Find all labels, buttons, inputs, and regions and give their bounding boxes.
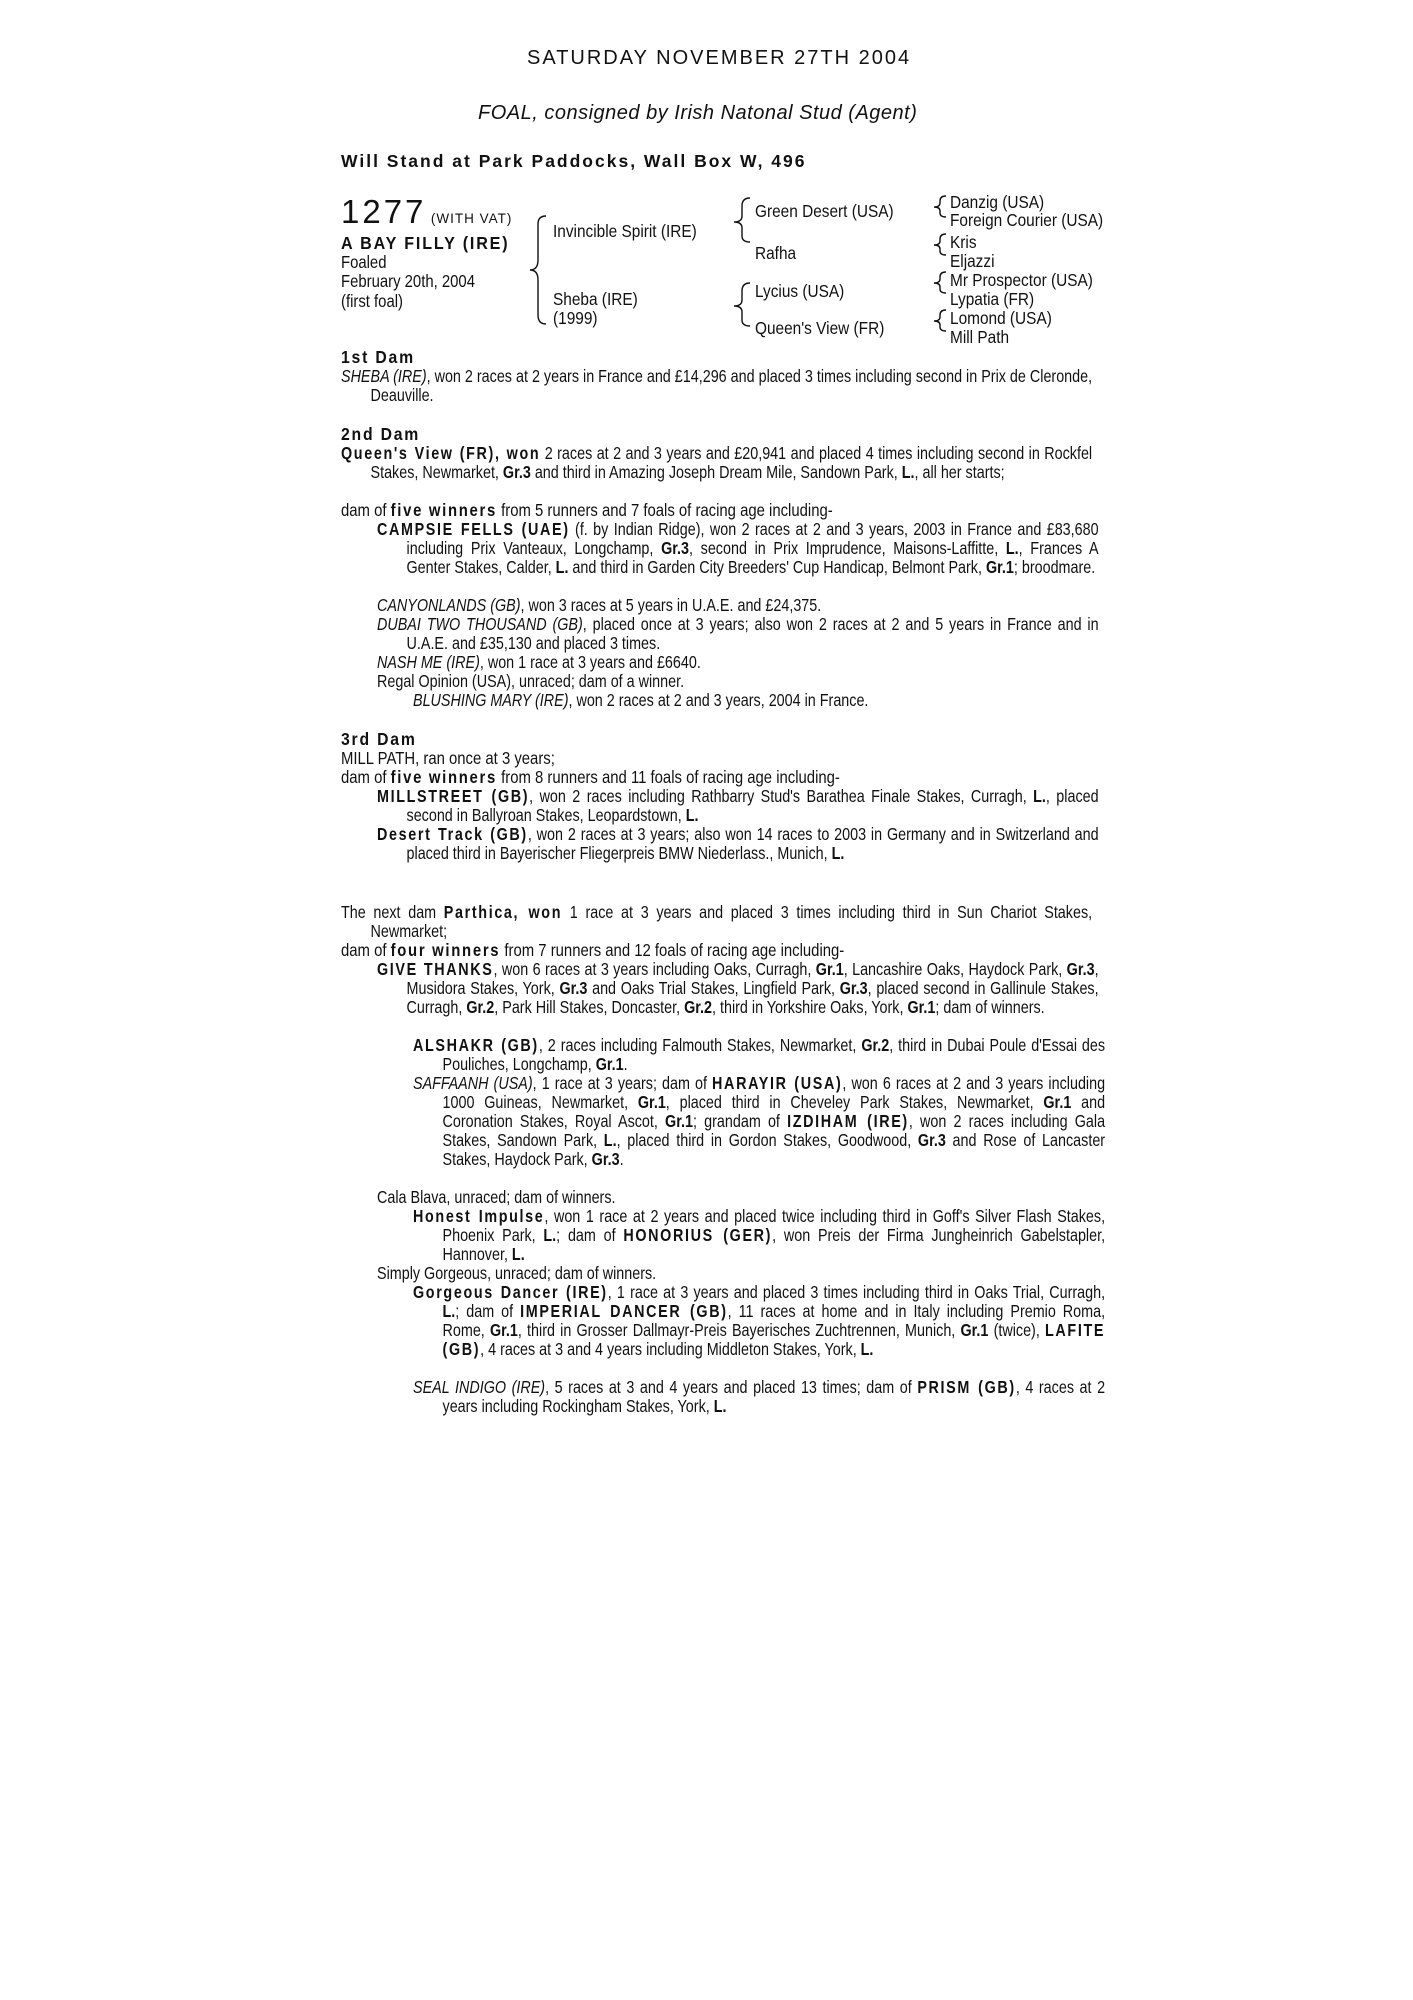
next-dam-produce <box>341 941 844 960</box>
lot-number: 1277 <box>341 193 427 230</box>
text: (f. by Indian Ridge), won 2 races at 2 and 3 years, 2003 in France and £83,680 including Prix Vanteaux, Longchamp, <box>406 519 1099 558</box>
listed: L. <box>1005 538 1019 558</box>
text: . <box>623 1054 628 1074</box>
winners-count: four winners <box>390 940 501 960</box>
text: , won 6 races at 2 and 3 years including 1000 Guineas, Newmarket, <box>442 1073 1106 1112</box>
second-dam-paragraph <box>341 444 1092 482</box>
first-dam-paragraph <box>341 367 1092 405</box>
stand-location: Will Stand at Park Paddocks, Wall Box W, 496 <box>341 151 807 171</box>
text: from 7 runners and 12 foals of racing age including- <box>500 940 845 960</box>
grade: Gr.1 <box>1043 1092 1072 1112</box>
produce-honest-impulse <box>413 1207 1105 1264</box>
grade: Gr.1 <box>960 1320 989 1340</box>
horse-name: Honest Impulse <box>413 1206 545 1226</box>
grade: Gr.2 <box>684 997 713 1017</box>
horse-name: Gorgeous Dancer (IRE) <box>413 1282 608 1302</box>
text: , 2 races including Falmouth Stakes, Newmarket, <box>538 1035 862 1055</box>
winners-count: five winners <box>390 767 498 787</box>
second-dam-produce <box>341 501 833 520</box>
horse-name: Desert Track (GB) <box>377 824 528 844</box>
horse-name: GIVE THANKS <box>377 959 494 979</box>
sale-date: SATURDAY NOVEMBER 27TH 2004 <box>527 47 912 69</box>
produce-nash <box>377 653 1069 672</box>
grade: Gr.1 <box>595 1054 624 1074</box>
lot-number-block <box>341 193 512 231</box>
text: , 11 races at home and in Italy including Premio Roma, Rome, <box>442 1301 1106 1340</box>
text: and third in Garden City Breeders' Cup Handicap, Belmont Park, <box>568 557 986 577</box>
horse-name: SEAL INDIGO (IRE) <box>413 1377 546 1397</box>
produce-gorgeous-dancer <box>413 1283 1105 1359</box>
produce-desert-track <box>377 825 1099 863</box>
second-dam-horse: Queen's View (FR) <box>341 443 495 463</box>
text: , won Preis der Firma Jungheinrich Gabelstapler, Hannover, <box>442 1225 1106 1264</box>
listed: L. <box>543 1225 557 1245</box>
brace-gs2 <box>934 234 946 255</box>
text: , placed second in Ballyroan Stakes, Leopardstown, <box>406 786 1099 825</box>
third-dam-produce <box>341 768 840 787</box>
listed: L. <box>860 1339 874 1359</box>
text: , won 3 races at 5 years in U.A.E. and £24,375. <box>520 595 822 615</box>
horse-name: ALSHAKR (GB) <box>413 1035 539 1055</box>
text: (twice), <box>988 1320 1046 1340</box>
foal-note: (first foal) <box>341 291 403 311</box>
text: , 1 race at 3 years; dam of <box>532 1073 713 1093</box>
horse-name: LAFITE (GB) <box>442 1320 1106 1359</box>
produce-give-thanks <box>377 960 1099 1017</box>
second-dam-heading: 2nd Dam <box>341 424 421 444</box>
text: , won 1 race at 3 years and £6640. <box>479 652 701 672</box>
grade: Gr.1 <box>815 959 844 979</box>
grade: Gr.3 <box>502 462 531 482</box>
first-dam-text: , won 2 races at 2 years in France and £14,296 and placed 3 times including second in Prix de Cleronde, Deauville. <box>370 366 1093 405</box>
listed: L. <box>685 805 699 825</box>
gg-4: Eljazzi <box>950 251 995 271</box>
grade: Gr.3 <box>839 978 868 998</box>
text: ; broodmare. <box>1013 557 1096 577</box>
dam-sire: Lycius (USA) <box>755 281 845 301</box>
listed: L. <box>442 1301 456 1321</box>
produce-simply-gorgeous: Simply Gorgeous, unraced; dam of winners. <box>377 1263 657 1283</box>
grade: Gr.3 <box>917 1130 946 1150</box>
horse-name: CAMPSIE FELLS (UAE) <box>377 519 570 539</box>
horse-name: CANYONLANDS (GB) <box>377 595 521 615</box>
produce-millstreet <box>377 787 1099 825</box>
gg-5: Mr Prospector (USA) <box>950 270 1093 290</box>
grade: Gr.3 <box>591 1149 620 1169</box>
brace-dam <box>734 283 750 326</box>
produce-dubai <box>377 615 1099 653</box>
foaled-date: February 20th, 2004 <box>341 271 475 291</box>
grade: Gr.1 <box>665 1111 693 1131</box>
grade: Gr.3 <box>1066 959 1095 979</box>
text: , placed third in Gordon Stakes, Goodwood, <box>616 1130 918 1150</box>
horse-name: NASH ME (IRE) <box>377 652 480 672</box>
text: , third in Yorkshire Oaks, York, <box>712 997 908 1017</box>
text: ; dam of <box>455 1301 521 1321</box>
text: , 4 races at 3 and 4 years including Middleton Stakes, York, <box>480 1339 861 1359</box>
text: , all her starts; <box>914 462 1005 482</box>
gg-6: Lypatia (FR) <box>950 289 1035 309</box>
text: and Coronation Stakes, Royal Ascot, <box>442 1092 1106 1131</box>
text: ; dam of <box>556 1225 624 1245</box>
horse-name: SAFFAANH (USA) <box>413 1073 533 1093</box>
listed: L. <box>901 462 915 482</box>
third-dam-heading: 3rd Dam <box>341 729 417 749</box>
text: . <box>619 1149 624 1169</box>
third-dam-line: MILL PATH, ran once at 3 years; <box>341 748 555 768</box>
consignment-line: FOAL, consigned by Irish Natonal Stud (Agent) <box>478 102 918 124</box>
text: from 8 runners and 11 foals of racing age including- <box>497 767 840 787</box>
text: , Musidora Stakes, York, <box>406 959 1099 998</box>
text: , 4 races at 2 years including Rockingham Stakes, York, <box>442 1377 1106 1416</box>
text: The next dam <box>341 902 444 922</box>
dam-dam: Queen's View (FR) <box>755 318 885 338</box>
brace-main <box>530 216 546 324</box>
horse-name: MILLSTREET (GB) <box>377 786 530 806</box>
produce-alshakr <box>413 1036 1105 1074</box>
grade: Gr.3 <box>559 978 588 998</box>
listed: L. <box>1033 786 1046 806</box>
listed: L. <box>713 1396 727 1416</box>
brace-gs4 <box>934 310 946 331</box>
sire-sire: Green Desert (USA) <box>755 201 894 221</box>
horse-name: IZDIHAM (IRE) <box>787 1111 909 1131</box>
gg-8: Mill Path <box>950 327 1010 347</box>
text: ; dam of winners. <box>935 997 1045 1017</box>
gg-7: Lomond (USA) <box>950 308 1052 328</box>
text: , Park Hill Stakes, Doncaster, <box>494 997 685 1017</box>
produce-seal-indigo <box>413 1378 1105 1416</box>
text: dam of <box>341 500 391 520</box>
horse-name: PRISM (GB) <box>917 1377 1016 1397</box>
horse-name: DUBAI TWO THOUSAND (GB) <box>377 614 583 634</box>
text: , won 1 race at 2 years and placed twice including third in Goff's Silver Flash Stakes, Phoenix Park, <box>442 1206 1106 1245</box>
produce-saffaanh <box>413 1074 1105 1169</box>
text: from 5 runners and 7 foals of racing age including- <box>497 500 833 520</box>
text: , placed once at 3 years; also won 2 races at 2 and 5 years in France and in U.A.E. and £35,130 and placed 3 times. <box>406 614 1099 653</box>
text: , won 2 races at 3 years; also won 14 races to 2003 in Germany and in Switzerland and placed third in Bayerischer Fliegerpreis BMW Niederlass., Munich, <box>406 824 1099 863</box>
first-dam-horse: SHEBA (IRE) <box>341 366 427 386</box>
brace-gs3 <box>934 272 946 293</box>
gg-3: Kris <box>950 232 977 252</box>
horse-name: BLUSHING MARY (IRE) <box>413 690 569 710</box>
listed: L. <box>603 1130 617 1150</box>
dam-year: (1999) <box>553 308 598 328</box>
produce-cala-blava: Cala Blava, unraced; dam of winners. <box>377 1187 616 1207</box>
sire-dam: Rafha <box>755 243 797 263</box>
text: , 1 race at 3 years and placed 3 times including third in Oaks Trial, Curragh, <box>607 1282 1106 1302</box>
dam-name: Sheba (IRE) <box>553 289 638 309</box>
grade: Gr.2 <box>466 997 495 1017</box>
brace-gs1 <box>934 196 946 217</box>
text: 1 race at 3 years and placed 3 times including third in Sun Chariot Stakes, Newmarket; <box>370 902 1093 941</box>
text: , won 2 races including Rathbarry Stud's Barathea Finale Stakes, Curragh, <box>529 786 1034 806</box>
horse-name: IMPERIAL DANCER (GB) <box>520 1301 728 1321</box>
produce-regal: Regal Opinion (USA), unraced; dam of a winner. <box>377 671 685 691</box>
grade: Gr.3 <box>661 538 689 558</box>
grade: Gr.2 <box>861 1035 890 1055</box>
text: , won 6 races at 3 years including Oaks, Curragh, <box>493 959 816 979</box>
text: , placed second in Gallinule Stakes, Curragh, <box>406 978 1099 1017</box>
horse-name: HARAYIR (USA) <box>712 1073 843 1093</box>
winners-count: five winners <box>390 500 498 520</box>
horse-name: Parthica <box>443 902 514 922</box>
text: , 5 races at 3 and 4 years and placed 13 times; dam of <box>545 1377 918 1397</box>
lot-name: A BAY FILLY (IRE) <box>341 233 510 253</box>
text: , won 2 races at 2 and 3 years, 2004 in France. <box>568 690 869 710</box>
text: , third in Dubai Poule d'Essai des Pouliches, Longchamp, <box>442 1035 1106 1074</box>
produce-canyonlands <box>377 596 1099 615</box>
text: dam of <box>341 767 391 787</box>
won-word: , won <box>513 902 563 922</box>
text: ; grandam of <box>692 1111 788 1131</box>
text: , Lancashire Oaks, Haydock Park, <box>843 959 1067 979</box>
gg-1: Danzig (USA) <box>950 192 1045 212</box>
vat-note: (WITH VAT) <box>430 211 513 226</box>
produce-blushing <box>413 691 1076 710</box>
next-dam-paragraph <box>341 903 1092 941</box>
won-word: , won <box>494 443 541 463</box>
text: , won 2 races including Gala Stakes, Sandown Park, <box>442 1111 1106 1150</box>
produce-campsie <box>377 520 1099 577</box>
text: and third in Amazing Joseph Dream Mile, Sandown Park, <box>530 462 902 482</box>
text: , second in Prix Imprudence, Maisons-Laffitte, <box>688 538 1006 558</box>
grade: Gr.1 <box>637 1092 666 1112</box>
gg-2: Foreign Courier (USA) <box>950 210 1104 230</box>
text: , third in Grosser Dallmayr-Preis Bayerisches Zuchtrennen, Munich, <box>517 1320 961 1340</box>
brace-sire <box>734 198 750 242</box>
grade: Gr.1 <box>489 1320 518 1340</box>
text: , placed third in Cheveley Park Stakes, Newmarket, <box>665 1092 1044 1112</box>
grade: Gr.1 <box>907 997 936 1017</box>
first-dam-heading: 1st Dam <box>341 347 415 367</box>
grade: Gr.1 <box>985 557 1014 577</box>
sire-name: Invincible Spirit (IRE) <box>553 221 697 241</box>
text: 2 races at 2 and 3 years and £20,941 and placed 4 times including second in Rockfel Stakes, Newmarket, <box>370 443 1093 482</box>
text: and Rose of Lancaster Stakes, Haydock Park, <box>442 1130 1106 1169</box>
listed: L. <box>831 843 845 863</box>
text: , Frances A Genter Stakes, Calder, <box>406 538 1099 577</box>
text: and Oaks Trial Stakes, Lingfield Park, <box>587 978 840 998</box>
foaled-label: Foaled <box>341 252 387 272</box>
text: dam of <box>341 940 391 960</box>
listed: L. <box>555 557 569 577</box>
listed: L. <box>511 1244 525 1264</box>
horse-name: HONORIUS (GER) <box>623 1225 773 1245</box>
